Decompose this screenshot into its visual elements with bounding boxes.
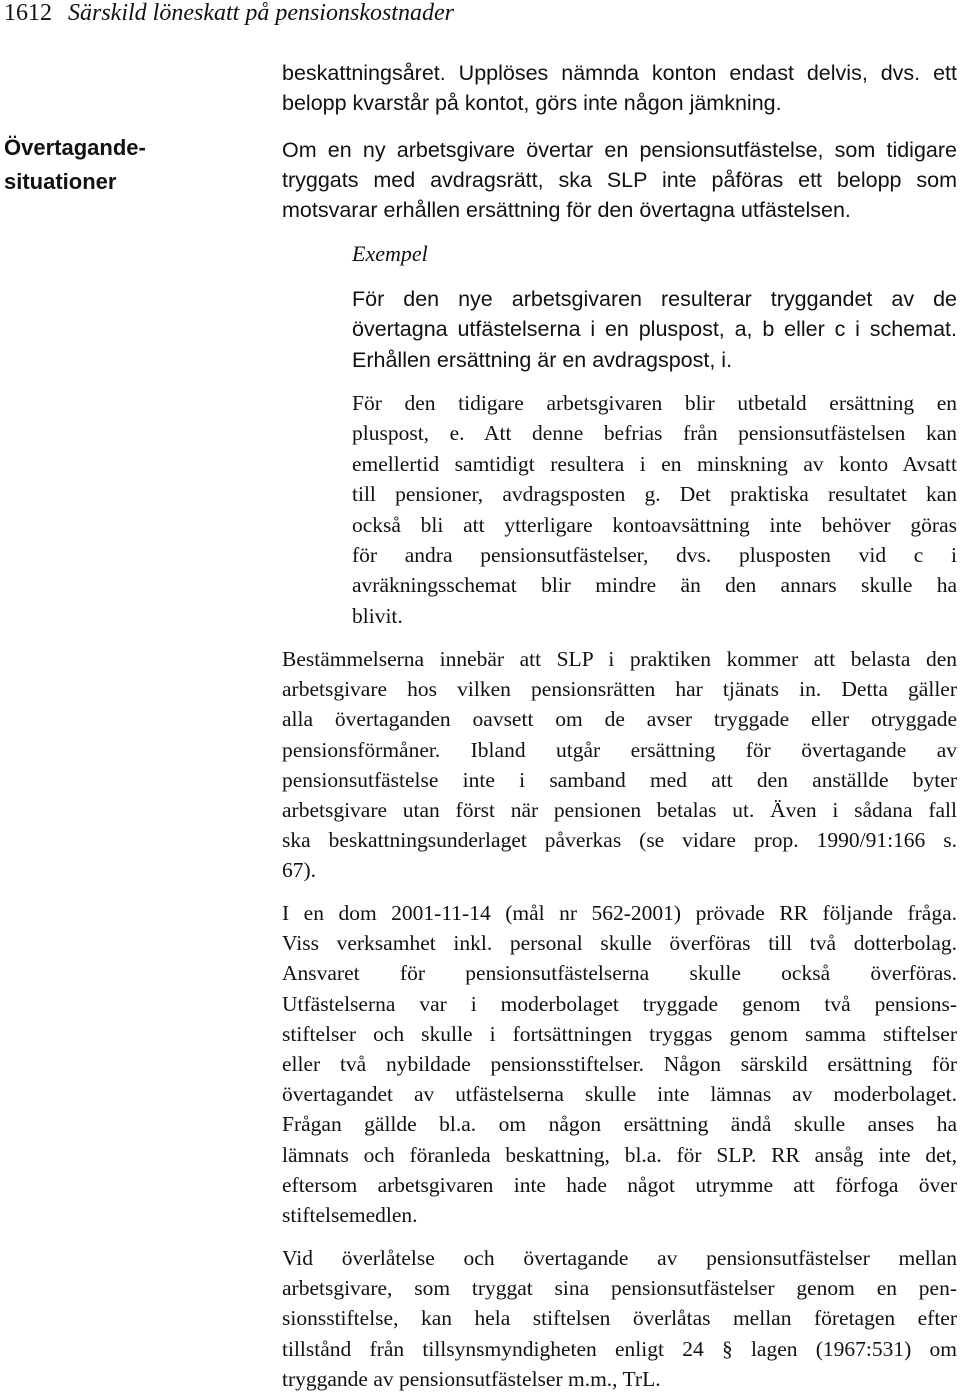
text-line: pensionsutfästelse inte i samband med att den anställde byter [282, 767, 957, 792]
text-line: stiftelsemedlen. [282, 1202, 418, 1227]
text-line: övertagandet av utfästelserna skulle inte lämnas av moderbolaget. [282, 1082, 957, 1107]
text-line: arbetsgivare, som tryggat sina pensionsutfästelser genom en pen- [282, 1276, 957, 1301]
text-line: Erhållen ersättning är en avdragspost, i. [352, 347, 733, 372]
text-line: också bli att ytterligare kontoavsättning inte behöver göras [352, 512, 957, 537]
text-line: För den nye arbetsgivaren resulterar tryggandet av de [352, 287, 957, 311]
text-line: tillstånd från tillsynsmyndigheten enligt 24 § lagen (1967:531) om [282, 1336, 957, 1361]
page-number: 1612 [4, 0, 52, 26]
text-line: beskattningsåret. Upplöses nämnda konton endast delvis, dvs. ett [282, 61, 957, 85]
text-line: blivit. [352, 603, 403, 628]
text-line: Viss verksamhet inkl. personal skulle överföras till två dotterbolag. [282, 931, 957, 956]
chapter-title: Särskild löneskatt på pensionskostnader [68, 0, 454, 26]
text-line: arbetsgivare hos vilken pensionsrätten har tjänats in. Detta gäller [282, 677, 957, 702]
text-line: lämnats och föranleda beskattning, bl.a. för SLP. RR ansåg inte det, [282, 1142, 957, 1167]
text-line: sionsstiftelse, kan hela stiftelsen överlåtas mellan företagen efter [282, 1306, 957, 1331]
paragraph-carryover [282, 58, 957, 118]
example-paragraph-former-employer [352, 388, 957, 631]
text-line: För den tidigare arbetsgivaren blir utbetald ersättning en [352, 391, 957, 415]
paragraph-court-ruling [282, 898, 957, 1230]
margin-heading-line: situationer [4, 169, 117, 194]
example-paragraph-new-employer [352, 284, 957, 375]
text-line: belopp kvarstår på kontot, görs inte någon jämkning. [282, 91, 782, 116]
text-line: Ansvaret för pensionsutfästelserna skulle också överföras. [282, 961, 957, 986]
example-heading: Exempel [352, 241, 428, 266]
running-head [0, 0, 960, 40]
text-line: Om en ny arbetsgivare övertar en pensionsutfästelse, som tidigare [282, 138, 957, 162]
text-line: tryggats med avdragsrätt, ska SLP inte påföras ett belopp som [282, 168, 957, 193]
text-line: stiftelser och skulle i fortsättningen tryggas genom samma stiftelser [282, 1021, 957, 1046]
text-line: Utfästelserna var i moderbolaget tryggade genom två pensions- [282, 991, 957, 1016]
text-line: för andra pensionsutfästelser, dvs. plusposten vid c i [352, 542, 957, 567]
paragraph-takeover-rule [282, 135, 957, 226]
text-line: I en dom 2001-11-14 (mål nr 562-2001) prövade RR följande fråga. [282, 901, 957, 925]
text-line: ska beskattningsunderlaget påverkas (se vidare prop. 1990/91:166 s. [282, 828, 957, 853]
text-line: tryggande av pensionsutfästelser m.m., TrL. [282, 1366, 661, 1391]
paragraph-provisions [282, 644, 957, 886]
text-line: emellertid samtidigt resultera i en minskning av konto Avsatt [352, 451, 957, 476]
text-line: eftersom arbetsgivaren inte hade något utrymme att förfoga över [282, 1172, 957, 1197]
text-line: Vid överlåtelse och övertagande av pensionsutfästelser mellan [282, 1246, 957, 1270]
text-line: avräkningsschemat blir mindre än den annars skulle ha [352, 573, 957, 598]
text-line: pluspost, e. Att denne befrias från pensionsutfästelsen kan [352, 421, 957, 446]
text-line: övertagna utfästelserna i en pluspost, a, b eller c i schemat. [352, 317, 957, 342]
text-line: till pensioner, avdragsposten g. Det praktiska resultatet kan [352, 482, 957, 507]
text-line: arbetsgivare utan först när pensionen betalas ut. Även i sådana fall [282, 797, 957, 822]
margin-heading [4, 131, 204, 199]
paragraph-foundation-transfer [282, 1243, 957, 1394]
margin-heading-line: Övertagande- [4, 135, 146, 160]
text-line: 67). [282, 858, 317, 883]
text-line: Bestämmelserna innebär att SLP i praktiken kommer att belasta den [282, 647, 957, 671]
text-line: Frågan gällde bl.a. om någon ersättning ändå skulle anses ha [282, 1112, 957, 1137]
text-line: pensionsförmåner. Ibland utgår ersättning för övertagande av [282, 737, 957, 762]
text-line: eller två nybildade pensionsstiftelser. Någon särskild ersättning för [282, 1051, 957, 1076]
text-line: motsvarar erhållen ersättning för den övertagna utfästelsen. [282, 198, 851, 223]
text-line: alla övertaganden oavsett om de avser tryggade eller otryggade [282, 707, 957, 732]
